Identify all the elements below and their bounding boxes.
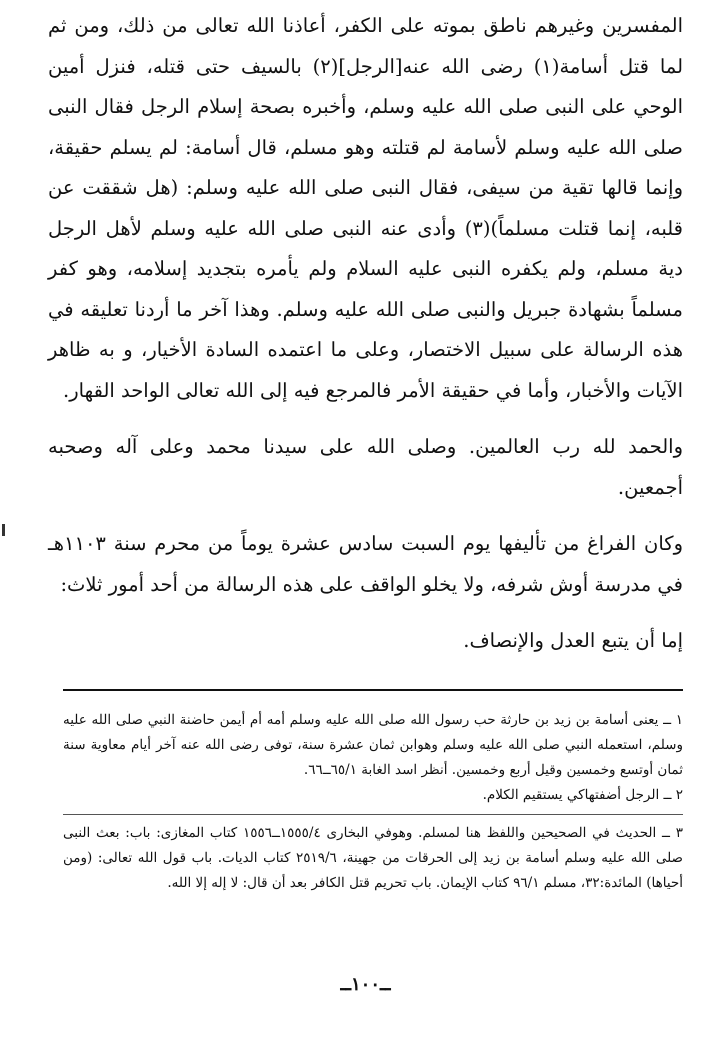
footnote-2: ٢ ــ الرجل أضفتهاكي يستقيم الكلام. (482, 787, 683, 803)
paragraph-colophon: وكان الفراغ من تأليفها يوم السبت سادس عشرة يوماً من محرم سنة ١١٠٣هـ في مدرسة أوش شرفه، ولا يخلو الواقف على هذه الرسالة من أحد أمور ثلاث: (48, 532, 683, 596)
footnote-1: ١ ــ يعنى أسامة بن زيد بن حارثة حب رسول الله صلى الله عليه وسلم أمه أم أيمن حاضنة النبي صلى الله عليه وسلم، استعمله النبي صلى الله عليه وسلم وهوابن ثمان عشرة سنة، توفى رضى الله عنه آخر أيام معاوية سنة ثمان أوتسع وخمسين وقيل أربع وخمسين. أنظر اسد الغابة ٦٥/١ــ٦٦. (63, 712, 683, 778)
paragraph-option-one: إما أن يتبع العدل والإنصاف. (463, 629, 683, 652)
footnote-3: ٣ ــ الحديث في الصحيحين واللفظ هنا لمسلم. وهوفي البخارى ١٥٥٥/٤ــ١٥٥٦ كتاب المغازى: باب: بعث النبى صلى الله عليه وسلم أسامة بن زيد إلى الحرقات من جهينة، ٢٥١٩/٦ كتاب الديات. باب قول الله تعالى: (ومن أحياها) المائدة:٣٢، مسلم ٩٦/١ كتاب الإيمان. باب تحريم قتل الكافر بعد أن قال: لا إله إلا الله. (63, 825, 684, 891)
footnote-separator (63, 689, 683, 691)
footnotes (63, 708, 683, 896)
paragraph-praise: والحمد لله رب العالمين. وصلى الله على سيدنا محمد وعلى آله وصحبه أجمعين. (48, 435, 683, 499)
margin-mark (2, 524, 5, 536)
document-page (48, 6, 683, 1036)
page-number: ــ١٠٠ــ (340, 974, 391, 995)
paragraph-conclusion: المفسرين وغيرهم ناطق بموته على الكفر، أعاذنا الله تعالى من ذلك، ومن ثم لما قتل أسامة(١) رضى الله عنه[الرجل](٢) بالسيف حتى قتله، فنزل أمين الوحي على النبى صلى الله عليه وسلم، وأخبره بصحة إسلام الرجل فقال النبى صلى الله عليه وسلم لأسامة لم قتلته وهو مسلم، قال أسامة: لم يسلم حقيقة، وإنما قالها تقية من سيفى، فقال النبى صلى الله عليه وسلم: (هل شققت عن قلبه، إنما قتلت مسلماً)(٣) وأدى عنه النبى صلى الله عليه وسلم لأهل الرجل دية مسلم، ولم يكفره النبى عليه السلام ولم يأمره بتجديد إسلامه، وهو كفر مسلماً بشهادة جبريل والنبى صلى الله عليه وسلم. وهذا آخر ما أردنا تعليقه في هذه الرسالة على سبيل الاختصار، وعلى ما اعتمده السادة الأخيار، و به ظاهر الآيات والأخبار، وأما في حقيقة الأمر فالمرجع فيه إلى الله تعالى الواحد القهار. (48, 14, 684, 402)
footnote-divider (63, 814, 683, 815)
main-text (48, 6, 683, 662)
